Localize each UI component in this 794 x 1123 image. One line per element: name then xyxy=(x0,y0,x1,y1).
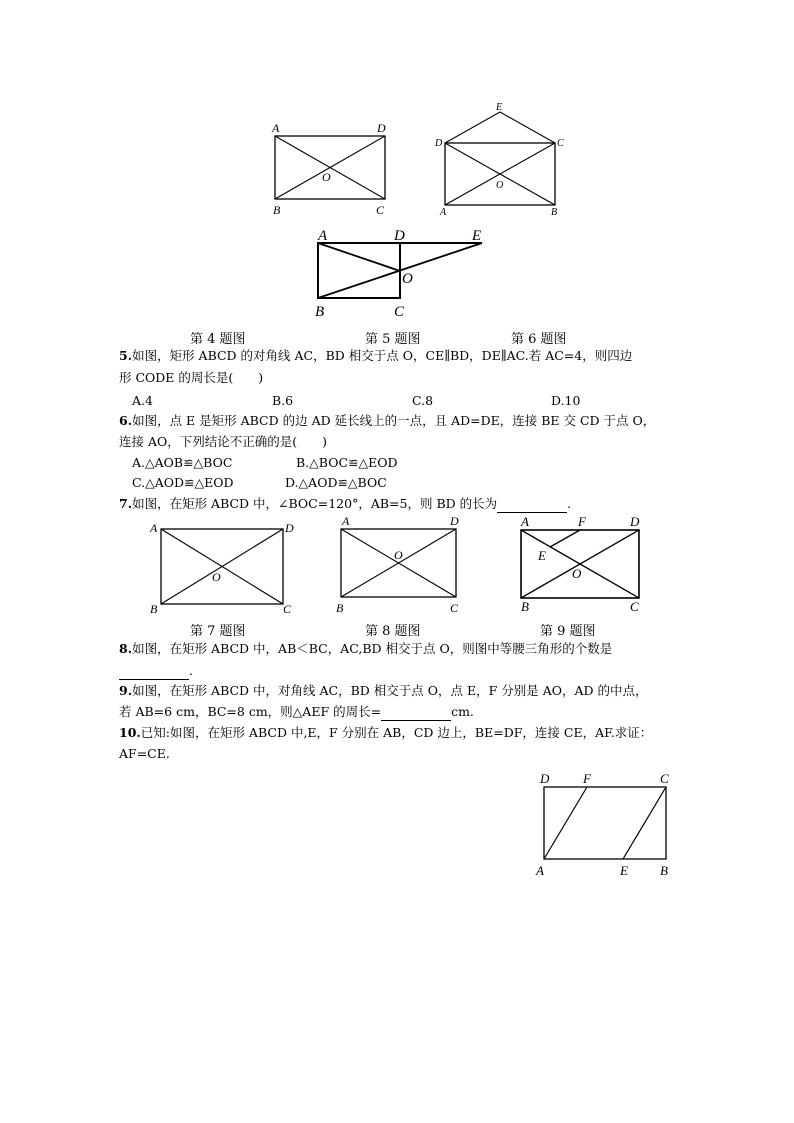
question-8-answer-blank[interactable] xyxy=(119,663,189,680)
fig4-label-o: O xyxy=(322,170,331,184)
fig4-label-a: A xyxy=(272,121,280,135)
question-9-number: 9. xyxy=(119,683,133,698)
fig6-label-b: B xyxy=(315,304,325,320)
caption-fig-6: 第 6 题图 xyxy=(511,332,567,347)
fig10-label-e: E xyxy=(620,863,628,878)
fig4-label-d: D xyxy=(377,121,386,135)
fig7-label-o: O xyxy=(212,570,221,584)
caption-fig-5: 第 5 题图 xyxy=(365,332,421,347)
fig4-label-c: C xyxy=(376,203,385,217)
question-6-number: 6. xyxy=(119,413,133,428)
question-5-option-c: C.8 xyxy=(412,393,434,408)
fig5-label-e: E xyxy=(496,102,503,113)
fig5-label-d: D xyxy=(435,138,443,149)
question-10-text: 已知:如图，在矩形 ABCD 中,E，F 分别在 AB，CD 边上，BE=DF，连接 CE，AF.求证： xyxy=(140,725,653,740)
figure-6 xyxy=(310,225,500,320)
fig10-label-f: F xyxy=(583,771,591,786)
figure-8 xyxy=(330,511,470,617)
fig7-label-a: A xyxy=(150,521,158,535)
fig4-label-b: B xyxy=(273,203,281,217)
question-5-option-a: A.4 xyxy=(132,393,153,408)
question-8-text: 如图，在矩形 ABCD 中，AB＜BC，AC,BD 相交于点 O，则图中等腰三角形的个数是 xyxy=(132,641,613,656)
question-8-text-end: . xyxy=(189,663,193,678)
fig10-label-b: B xyxy=(660,863,668,878)
fig6-label-c: C xyxy=(394,304,405,320)
fig8-label-c: C xyxy=(450,601,459,615)
fig10-label-c: C xyxy=(660,771,669,786)
question-10-line-1 xyxy=(119,725,652,741)
question-7-text-end: . xyxy=(567,496,572,511)
figure-7 xyxy=(145,517,300,617)
question-6-option-c: C.△AOD≌△EOD xyxy=(132,475,234,490)
fig8-label-a: A xyxy=(342,514,350,528)
question-5-number: 5. xyxy=(119,348,133,363)
fig5-label-b: B xyxy=(551,207,558,218)
caption-fig-8: 第 8 题图 xyxy=(365,624,421,639)
fig10-label-a: A xyxy=(536,863,544,878)
fig5-label-a: A xyxy=(440,207,447,218)
fig9-label-o: O xyxy=(572,566,582,581)
caption-fig-4: 第 4 题图 xyxy=(190,332,246,347)
question-9-text-2: 若 AB=6 cm，BC=8 cm，则△AEF 的周长= xyxy=(119,704,382,719)
question-9-line-1 xyxy=(119,683,648,699)
question-6-option-a: A.△AOB≌△BOC xyxy=(132,455,233,470)
fig6-label-e: E xyxy=(472,228,482,244)
figure-9 xyxy=(512,511,654,617)
caption-fig-9: 第 9 题图 xyxy=(540,624,596,639)
question-6-text: 如图，点 E 是矩形 ABCD 的边 AD 延长线上的一点，且 AD=DE，连接 BE 交 CD 于点 O， xyxy=(132,413,656,428)
question-10-number: 10. xyxy=(119,725,141,740)
figure-10 xyxy=(530,765,680,880)
fig8-label-b: B xyxy=(336,601,344,615)
question-8-number: 8. xyxy=(119,641,133,656)
question-5-line-1 xyxy=(119,348,632,364)
fig6-label-a: A xyxy=(318,228,328,244)
question-5-line-2: 形 CODE 的周长是( ) xyxy=(119,370,264,385)
fig10-label-d: D xyxy=(540,771,550,786)
fig9-label-c: C xyxy=(630,599,639,614)
fig6-label-d: D xyxy=(394,228,405,244)
fig7-label-c: C xyxy=(283,602,292,616)
question-9-text-end: cm. xyxy=(451,704,474,719)
caption-fig-7: 第 7 题图 xyxy=(190,624,246,639)
question-5-option-b: B.6 xyxy=(272,393,294,408)
question-7-text: 如图，在矩形 ABCD 中，∠BOC=120°，AB=5，则 BD 的长为 xyxy=(132,496,498,511)
question-8-line-1 xyxy=(119,641,612,657)
question-6-option-d: D.△AOD≌△BOC xyxy=(285,475,387,490)
fig6-label-o: O xyxy=(402,271,413,287)
question-10-line-2: AF=CE. xyxy=(119,746,170,761)
figure-4 xyxy=(265,118,400,220)
fig9-label-b: B xyxy=(521,599,529,614)
fig5-label-c: C xyxy=(557,138,564,149)
question-5-text: 如图，矩形 ABCD 的对角线 AC，BD 相交于点 O，CE∥BD，DE∥AC.若 AC=4，则四边 xyxy=(132,348,633,363)
fig5-label-o: O xyxy=(496,180,504,191)
fig8-label-d: D xyxy=(450,514,459,528)
fig9-label-a: A xyxy=(521,514,529,529)
figure-5 xyxy=(433,100,568,220)
question-6-option-b: B.△BOC≌△EOD xyxy=(296,455,398,470)
fig9-label-e: E xyxy=(538,548,546,563)
fig9-label-d: D xyxy=(630,514,640,529)
question-9-text: 如图，在矩形 ABCD 中，对角线 AC，BD 相交于点 O，点 E，F 分别是 AO，AD 的中点， xyxy=(132,683,648,698)
question-8-line-2 xyxy=(119,663,193,680)
fig8-label-o: O xyxy=(394,548,403,562)
question-6-line-1 xyxy=(119,413,655,429)
question-5-option-d: D.10 xyxy=(551,393,581,408)
fig9-label-f: F xyxy=(578,514,586,529)
question-6-line-2: 连接 AO，下列结论不正确的是( ) xyxy=(119,434,328,449)
fig7-label-d: D xyxy=(285,521,294,535)
question-7-number: 7. xyxy=(119,496,133,511)
fig7-label-b: B xyxy=(150,602,158,616)
question-9-line-2 xyxy=(119,704,474,721)
question-9-answer-blank[interactable] xyxy=(381,704,451,721)
